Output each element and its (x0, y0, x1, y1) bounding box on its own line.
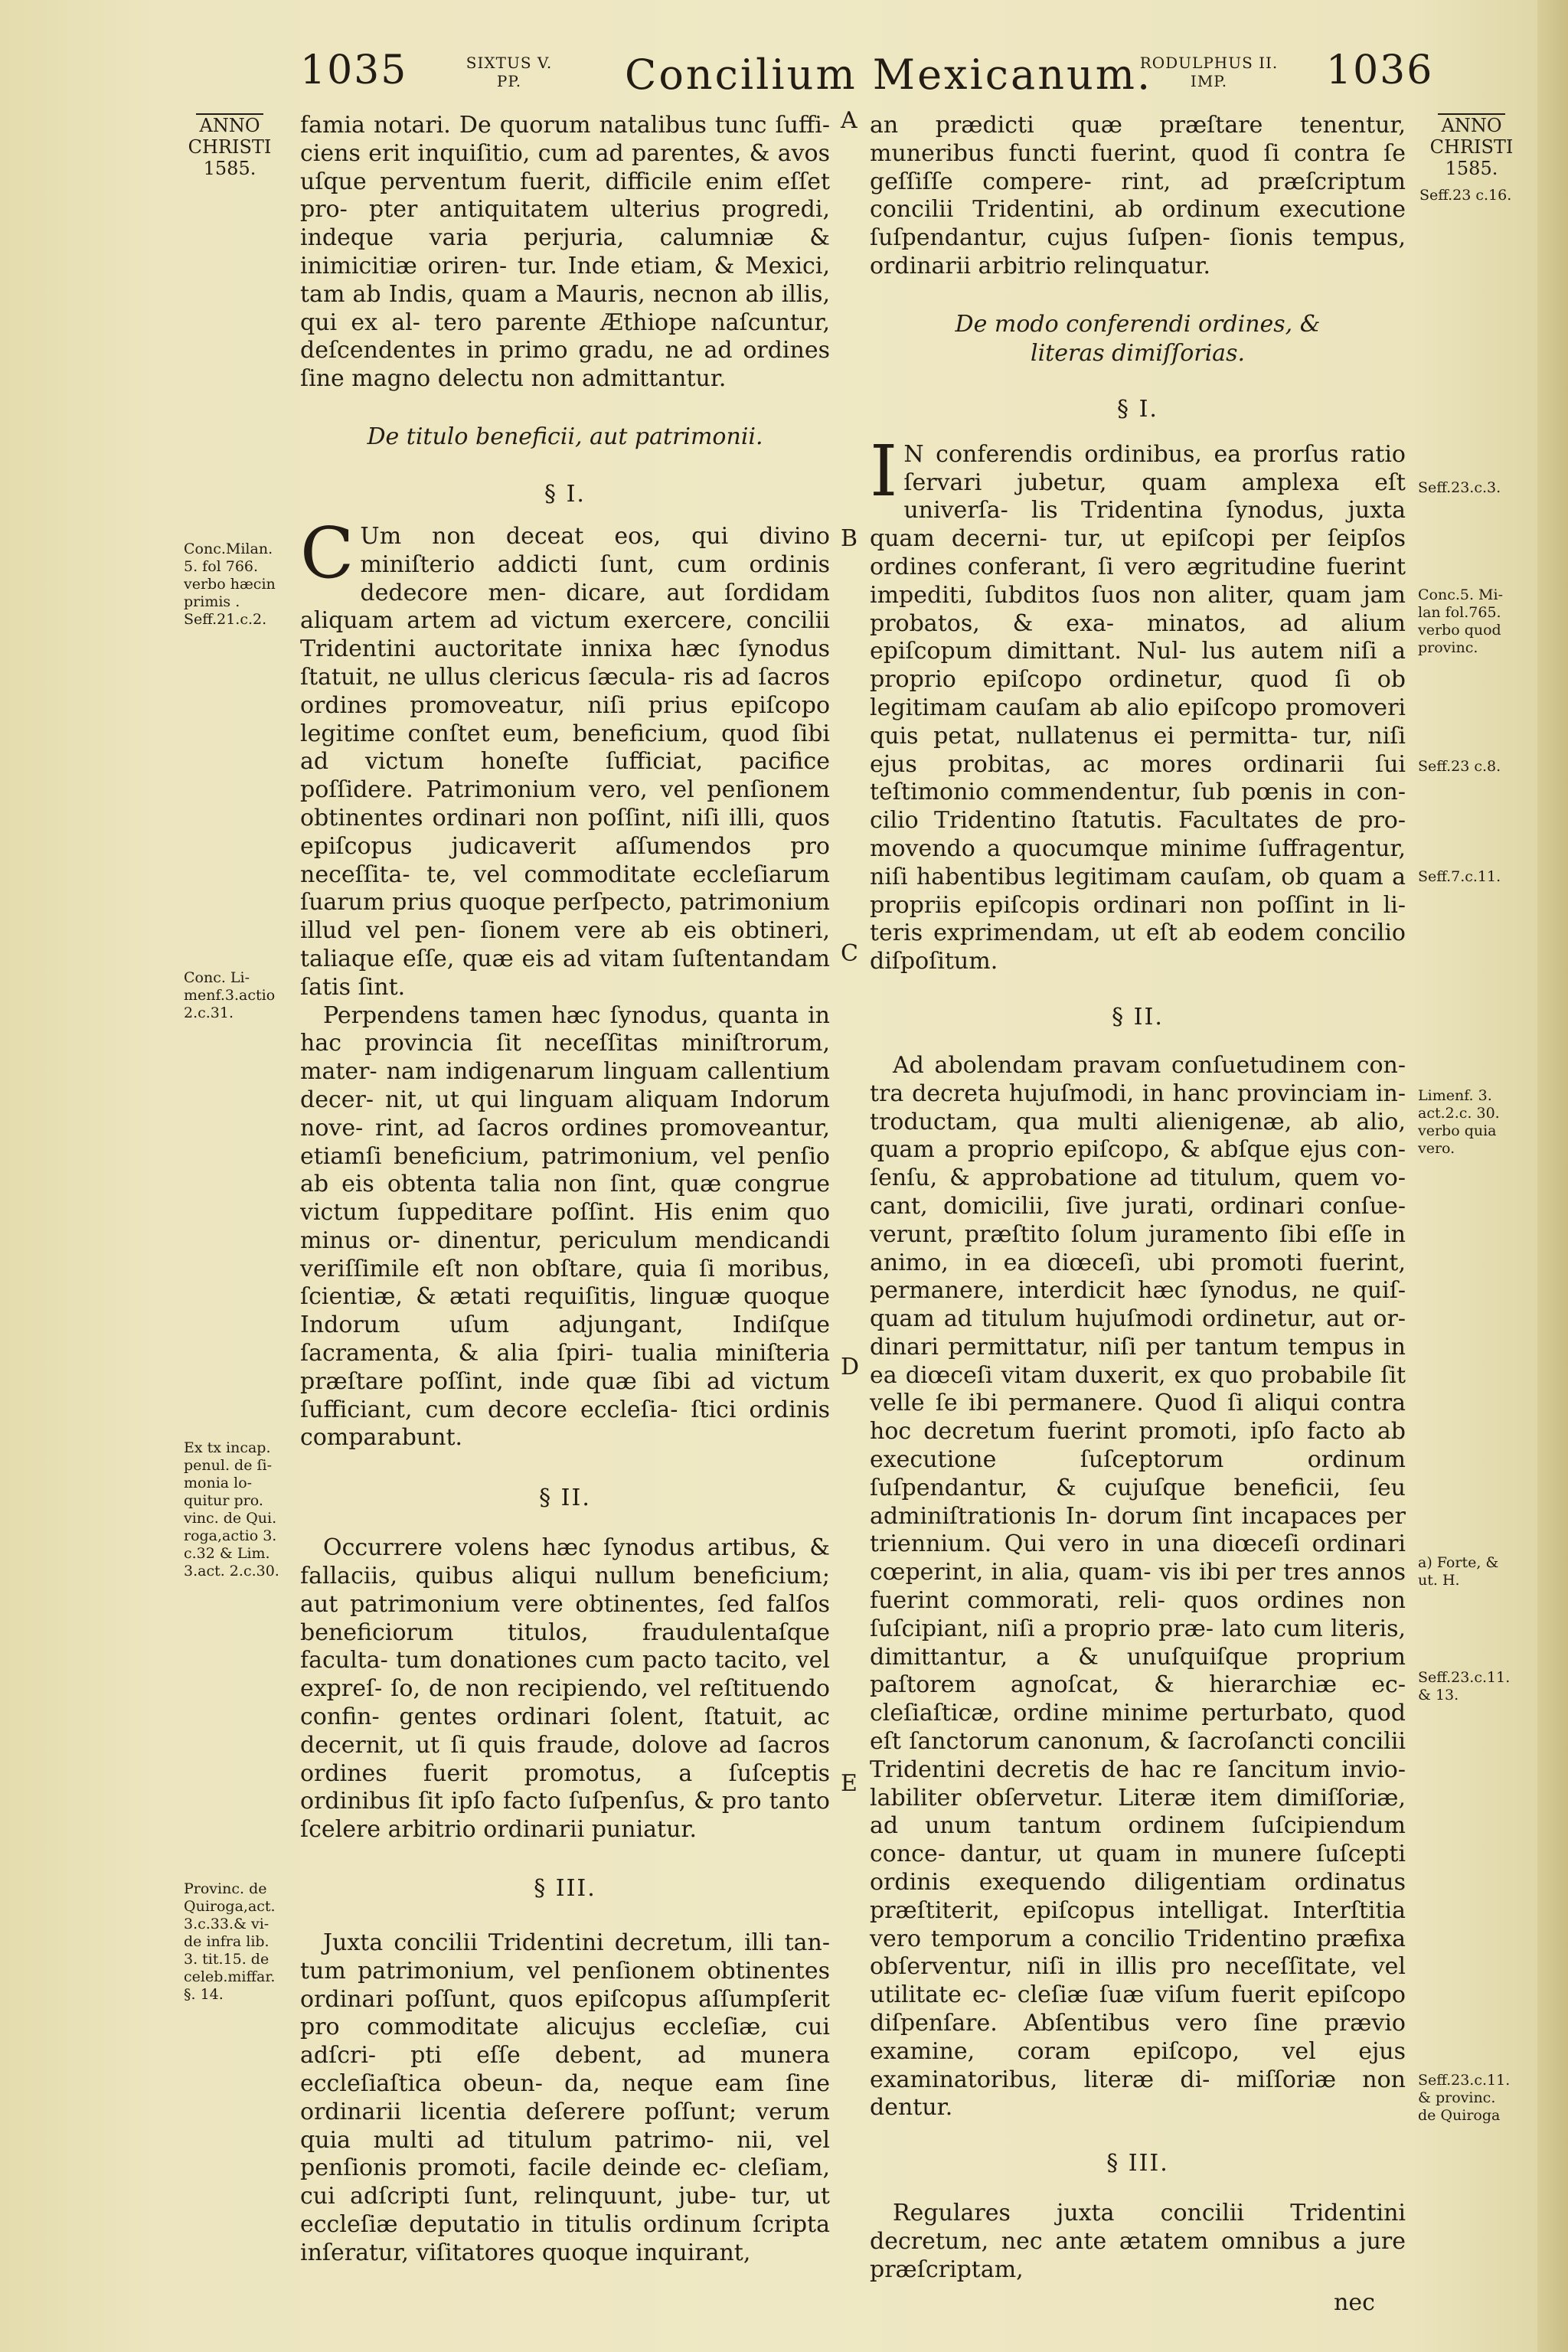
left-column (300, 112, 830, 2268)
right-section-3-paragraph: Regulares juxta concilii Tridentini decretum, nec ante ætatem omnibus a jure præſcriptam, (870, 2200, 1406, 2283)
left-section-1-paragraph-1: C Um non deceat eos, qui divino miniſterio addicti ſunt, cum ordinis dedecore men- dicare, aut ſordidam aliquam artem ad victum exercere, concilii Tridentini auctoritate innixa hæc ſynodus ſtatuit, ne ullus clericus ſæcula- ris ad ſacros ordines promoveatur, niſi prius epiſcopo legitime conſtet eum, beneficium, quod ſibi ad victum honeſte ſufficiat, pacifice poſſidere. Patrimonium vero, vel penſionem obtinentes ordinari non poſſint, niſi illi, quos epiſcopus judicaverit aſſumendos pro neceſſita- te, vel commoditate eccleſiarum ſuarum prius quoque perſpecto, patrimonium illud vel pen- ſionem vere ab eis obtineri, taliaque eſſe, quæ eis ad vitam ſuſtentandam ſatis ſint. (300, 511, 830, 1001)
section-letter-d: D (841, 1354, 860, 1380)
section-letter-e: E (841, 1770, 858, 1797)
left-section-3-label: § III. (534, 1875, 596, 1903)
section-letter-a: A (841, 107, 858, 134)
anno-right-word: ANNO (1426, 113, 1517, 136)
right-section-1-label: § I. (1117, 395, 1158, 423)
right-section-3-label: § III. (1106, 2150, 1169, 2177)
left-section-1-paragraph-2: Perpendens tamen hæc ſynodus, quanta in hac provincia ſit neceſſitas miniſtrorum, mater- nam indigenarum linguam callentium decer- nit, ut qui linguam aliquam Indorum nove- rint, ad ſacros ordines promoveantur, etiamſi beneficium, patrimonium, vel penſio ab eis obtenta talia non ſint, quæ congrue victum ſuppeditare poſſint. His enim quo minus or- dinentur, periculum mendicandi veriſſimile eſt non obſtare, quia ſi moribus, ſcientiæ, & ætati requiſitis, linguæ quoque Indorum uſum adjungant, Indiſque ſacramenta, & alia ſpiri- tualia miniſteria præſtare poſſint, inde quæ ſibi ad victum ſufficiant, cum decore eccleſia- ſtici ordinis comparabunt. (300, 1001, 830, 1452)
right-section-2-label: § II. (1112, 1003, 1164, 1031)
margin-note-left-3: Ex tx incap. penul. de ſi- monia lo- quitur pro. vinc. de Qui. roga,actio 3. c.32 & Lim. 3.act. 2.c.30. (184, 1439, 279, 1579)
margin-note-right-7: a) Forte, & ut. H. (1418, 1554, 1499, 1589)
book-spine-edge (1537, 0, 1568, 2352)
right-section-2-paragraph: Ad abolendam pravam conſuetudinem con- tra decreta hujuſmodi, in hanc provinciam in- troductam, qua multi alienigenæ, ab alio, quam a proprio epiſcopo, & abſque ejus con- ſenſu, & approbatione ad titulum, quem vo- cant, domicilii, ſive jurati, ordinari conſue- verunt, præſtito ſolum juramento ſibi eſſe in animo, in ea diœceſi, ubi promoti fuerint, permanere, interdicit hæc ſynodus, ne quiſ- quam ad titulum hujuſmodi ordinetur, aut or- dinari permittatur, niſi per tantum tempus in ea diœceſi vitam duxerit, ex quo probabile ſit velle ſe ibi permanere. Quod ſi aliqui contra hoc decretum fuerint promoti, ipſo facto ab executione ſuſceptorum ordinum ſuſpendantur, & cujuſque beneficii, ſeu adminiſtrationis In- dorum ſint incapaces per triennium. Qui vero in una diœceſi ordinari cœperint, in alia, quam- vis ibi per tres annos fuerint commorati, reli- quos ordines non ſuſcipiant, niſi a proprio præ- lato cum literis, dimittantur, a & unuſquiſque proprium paſtorem agnoſcat, & hierarchiæ ec- cleſiaſticæ, ordine minime perturbato, quod eſt ſanctorum canonum, & ſacroſancti concilii Tridentini decretis de hac re ſancitum invio- labiliter obſervetur. Literæ item dimiſſoriæ, ad unum tantum ordinem ſuſcipiendum conce- dantur, ut quam in munere ſuſcepti ordinis exequendo diligentiam ordinatus præſtiterit, epiſcopus intelligat. Interſtitia vero temporum a concilio Tridentino præfixa obſerventur, niſi in illis pro neceſſitate, vel utilitate ec- cleſiæ ſuæ viſum fuerit epiſcopo diſpenſare. Abſentibus vero ſine prævio examine, coram epiſcopo, vel ejus examinatoribus, literæ di- miſſoriæ non dentur. (870, 1051, 1406, 2122)
emperor-name: RODULPHUS II. (1139, 54, 1279, 72)
anno-left-word: ANNO (184, 113, 276, 136)
margin-note-right-6: Limenf. 3. act.2.c. 30. verbo quia vero. (1418, 1087, 1500, 1157)
anno-left-christi: CHRISTI (188, 136, 272, 158)
left-section-2-paragraph: Occurrere volens hæc ſynodus artibus, & fallaciis, quibus aliqui nullum beneficium; aut patrimonium vere obtinentes, ſed falſos beneficiorum titulos, fraudulentaſque faculta- tum donationes cum pacto tacito, vel expreſ- ſo, de non recipiendo, vel reſtituendo confin- gentes ordinari ſolent, ſtatuit, ac decernit, ut ſi quis fraude, dolove ad ſacros ordines fuerit promotus, a ſuſceptis ordinibus ſit ipſo facto ſuſpenſus, & pro tanto ſcelere arbitrio ordinarii puniatur. (300, 1534, 830, 1844)
page-number-left: 1035 (300, 47, 408, 93)
margin-note-right-8: Seff.23.c.11. & 13. (1418, 1669, 1511, 1704)
page-number-right: 1036 (1326, 47, 1434, 93)
emperor-title: IMP. (1190, 72, 1228, 90)
left-section-3-paragraph: Juxta concilii Tridentini decretum, illi tan- tum patrimonium, vel penſionem obtinentes ordinari poſſunt, quos epiſcopus aſſumpſerit pro commoditate alicujus eccleſiæ, cui adſcri- pti eſſe debent, ad munera eccleſiaſtica obeun- da, neque eam ſine ordinarii licentia deſerere poſſunt; verum quia multi ad titulum patrimo- nii, vel penſionis promoti, facile deinde ec- cleſiam, cui adſcripti ſunt, relinquunt, jube- tur, ut eccleſiæ deputatio in titulis ordinum ſcripta inſeratur, viſitatores quoque inquirant, (300, 1929, 830, 2266)
left-section-1-label: § I. (544, 480, 586, 508)
margin-note-right-1: Seff.23 c.16. (1419, 187, 1512, 204)
page-title: Concilium Mexicanum. (625, 51, 1153, 99)
anno-left (184, 113, 276, 179)
anno-right (1426, 113, 1517, 179)
running-head-emperor (1136, 54, 1282, 90)
catchword: nec (1334, 2288, 1375, 2316)
right-section-heading: De modo conferendi ordines, & literas dimiſſorias. (955, 310, 1321, 367)
running-head-pope (452, 54, 567, 90)
section-letter-c: C (841, 940, 858, 967)
left-dropcap: C (300, 511, 354, 594)
right-dropcap: I (870, 430, 898, 512)
anno-left-year: 1585. (203, 158, 256, 179)
section-letter-b: B (841, 525, 858, 552)
left-section-2-label: § II. (539, 1485, 591, 1512)
pope-name: SIXTUS V. (466, 54, 553, 72)
margin-note-left-1: Conc.Milan. 5. fol 766. verbo hæcin primis . Seff.21.c.2. (184, 541, 276, 628)
margin-note-right-9: Seff.23.c.11. & provinc. de Quiroga (1418, 2072, 1511, 2124)
right-column (870, 112, 1406, 2316)
anno-right-year: 1585. (1445, 158, 1498, 179)
left-section-heading: De titulo beneficii, aut patrimonii. (367, 423, 763, 450)
left-intro-paragraph: famia notari. De quorum natalibus tunc ſuffi- ciens erit inquiſitio, cum ad parentes, & avos uſque perventum fuerit, difficile enim eſſet pro- pter antiquitatem ulterius progredi, indeque varia perjuria, calumniæ & inimicitiæ oriren- tur. Inde etiam, & Mexici, tam ab Indis, quam a Mauris, necnon ab illis, qui ex al- tero parente Æthiope naſcuntur, deſcendentes in primo gradu, ne ad ordines ſine magno delectu non admittantur. (300, 112, 830, 393)
pope-title: PP. (496, 72, 522, 90)
margin-note-right-2: Seff.23.c.3. (1418, 479, 1501, 496)
margin-note-right-5: Seff.7.c.11. (1418, 868, 1501, 885)
right-section-1-paragraph: I N conferendis ordinibus, ea prorſus ratio ſervari jubetur, quam amplexa eſt univerſa- lis Tridentina ſynodus, juxta quam decerni- tur, ut epiſcopi per ſeipſos ordines conferant, ſi vero ægritudine fuerint impediti, ſubditos ſuos non aliter, quam jam probatos, & exa- minatos, ad alium epiſcopum dimittant. Nul- lus autem niſi a proprio epiſcopo ordinetur, quod ſi ob legitimam cauſam ab alio epiſcopo promoveri quis petat, nullatenus ei permitta- tur, niſi ejus probitas, ac mores ordinarii ſui teſtimonio commendentur, ſub pœnis in con- cilio Tridentino ſtatutis. Facultates de pro- movendo a quocumque minime ſuffragentur, niſi habentibus legitimam cauſam, ob quam a propriis epiſcopis ordinari non poſſint in li- teris exprimendam, ut eſt ab eodem concilio diſpoſitum. (870, 430, 1406, 975)
margin-note-right-4: Seff.23 c.8. (1418, 758, 1501, 775)
anno-right-christi: CHRISTI (1429, 136, 1514, 158)
right-intro-paragraph: an prædicti quæ præſtare tenentur, muneribus functi fuerint, quod ſi contra ſe geſſiſſe compere- rint, ad præſcriptum concilii Tridentini, ab ordinum executione ſuſpendantur, cujus ſuſpen- ſionis tempus, ordinarii arbitrio relinquatur. (870, 112, 1406, 279)
margin-note-left-4: Provinc. de Quiroga,act. 3.c.33.& vi- de infra lib. 3. tit.15. de celeb.miffar. §. 14. (184, 1880, 276, 2003)
margin-note-right-3: Conc.5. Mi- lan fol.765. verbo quod provinc. (1418, 586, 1504, 656)
margin-note-left-2: Conc. Li- menf.3.actio 2.c.31. (184, 969, 276, 1021)
